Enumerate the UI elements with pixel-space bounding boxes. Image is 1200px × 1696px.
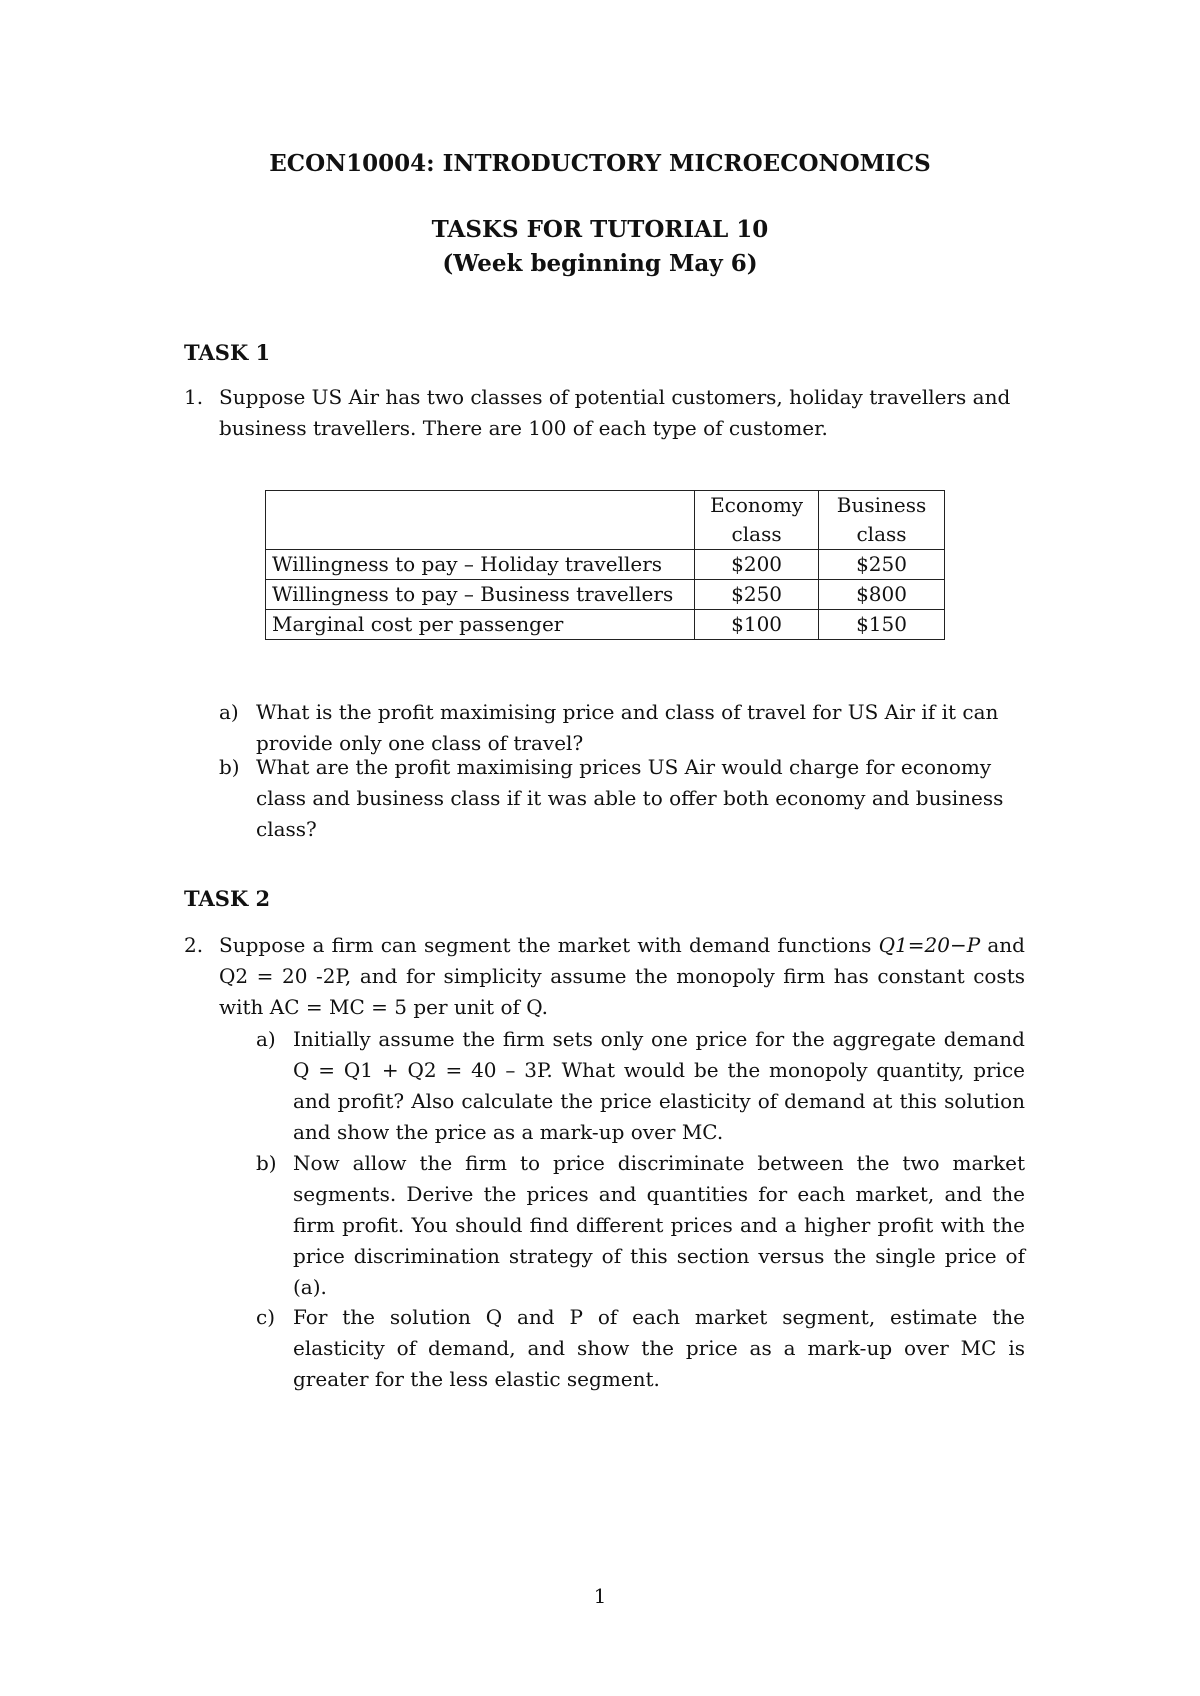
- task2-number: 2.: [184, 933, 204, 957]
- task2-intro: [219, 930, 1025, 1023]
- task2-question-b: Now allow the firm to price discriminate between the two market segments. Derive the prices and quantities for each market, and the firm profit. You should find different prices and a higher profit with the price discrimination strategy of this section versus the single price of (a).: [293, 1151, 1025, 1299]
- task1-question-a: What is the profit maximising price and class of travel for US Air if it can provide only one class of travel?: [256, 700, 999, 755]
- col-business: Business class: [819, 491, 945, 550]
- row-label: Willingness to pay – Holiday travellers: [266, 550, 695, 580]
- task2-intro-part1: Suppose a firm can segment the market with demand functions: [219, 933, 879, 957]
- week-subtitle: (Week beginning May 6): [442, 250, 758, 277]
- task2-question-a-letter: a): [256, 1027, 276, 1051]
- task1-number: 1.: [184, 385, 204, 409]
- task2-heading: TASK 2: [184, 886, 271, 911]
- task1-intro: Suppose US Air has two classes of potential customers, holiday travellers and business travellers. There are 100 of each type of customer.: [219, 385, 1011, 440]
- economy-value: $250: [695, 580, 819, 610]
- task1-question-b: What are the profit maximising prices US Air would charge for economy class and business class if it was able to offer both economy and business class?: [256, 755, 1004, 841]
- task2-intro-part2: and Q2 = 20 -2P, and for simplicity assume the monopoly firm has constant costs with AC = MC = 5 per unit of Q.: [219, 933, 1025, 1019]
- tasks-title: TASKS FOR TUTORIAL 10: [431, 216, 769, 243]
- task2-question-c-letter: c): [256, 1305, 276, 1329]
- economy-value: $100: [695, 610, 819, 640]
- task2-question-b-letter: b): [256, 1151, 277, 1175]
- table-row: [266, 580, 945, 610]
- task1-heading: TASK 1: [184, 340, 271, 365]
- demand-function-q1: Q1=20−P: [878, 933, 981, 957]
- row-label: Marginal cost per passenger: [266, 610, 695, 640]
- course-title: ECON10004: INTRODUCTORY MICROECONOMICS: [269, 150, 931, 177]
- task1-question-b-letter: b): [219, 755, 240, 779]
- task1-question-a-letter: a): [219, 700, 239, 724]
- table-row: [266, 550, 945, 580]
- table-row: [266, 610, 945, 640]
- task2-question-c: For the solution Q and P of each market segment, estimate the elasticity of demand, and show the price as a mark-up over MC is greater for the less elastic segment.: [293, 1305, 1025, 1391]
- table-corner-cell: [266, 491, 695, 550]
- business-value: $150: [819, 610, 945, 640]
- willingness-to-pay-table: [265, 490, 945, 640]
- row-label: Willingness to pay – Business travellers: [266, 580, 695, 610]
- table-header-row: [266, 491, 945, 550]
- task2-question-a: Initially assume the firm sets only one price for the aggregate demand Q = Q1 + Q2 = 40 – 3P. What would be the monopoly quantity, price and profit? Also calculate the price elasticity of demand at this solution and show the price as a mark-up over MC.: [293, 1027, 1025, 1144]
- page-number: 1: [593, 1584, 607, 1608]
- business-value: $250: [819, 550, 945, 580]
- business-value: $800: [819, 580, 945, 610]
- economy-value: $200: [695, 550, 819, 580]
- col-economy: Economy class: [695, 491, 819, 550]
